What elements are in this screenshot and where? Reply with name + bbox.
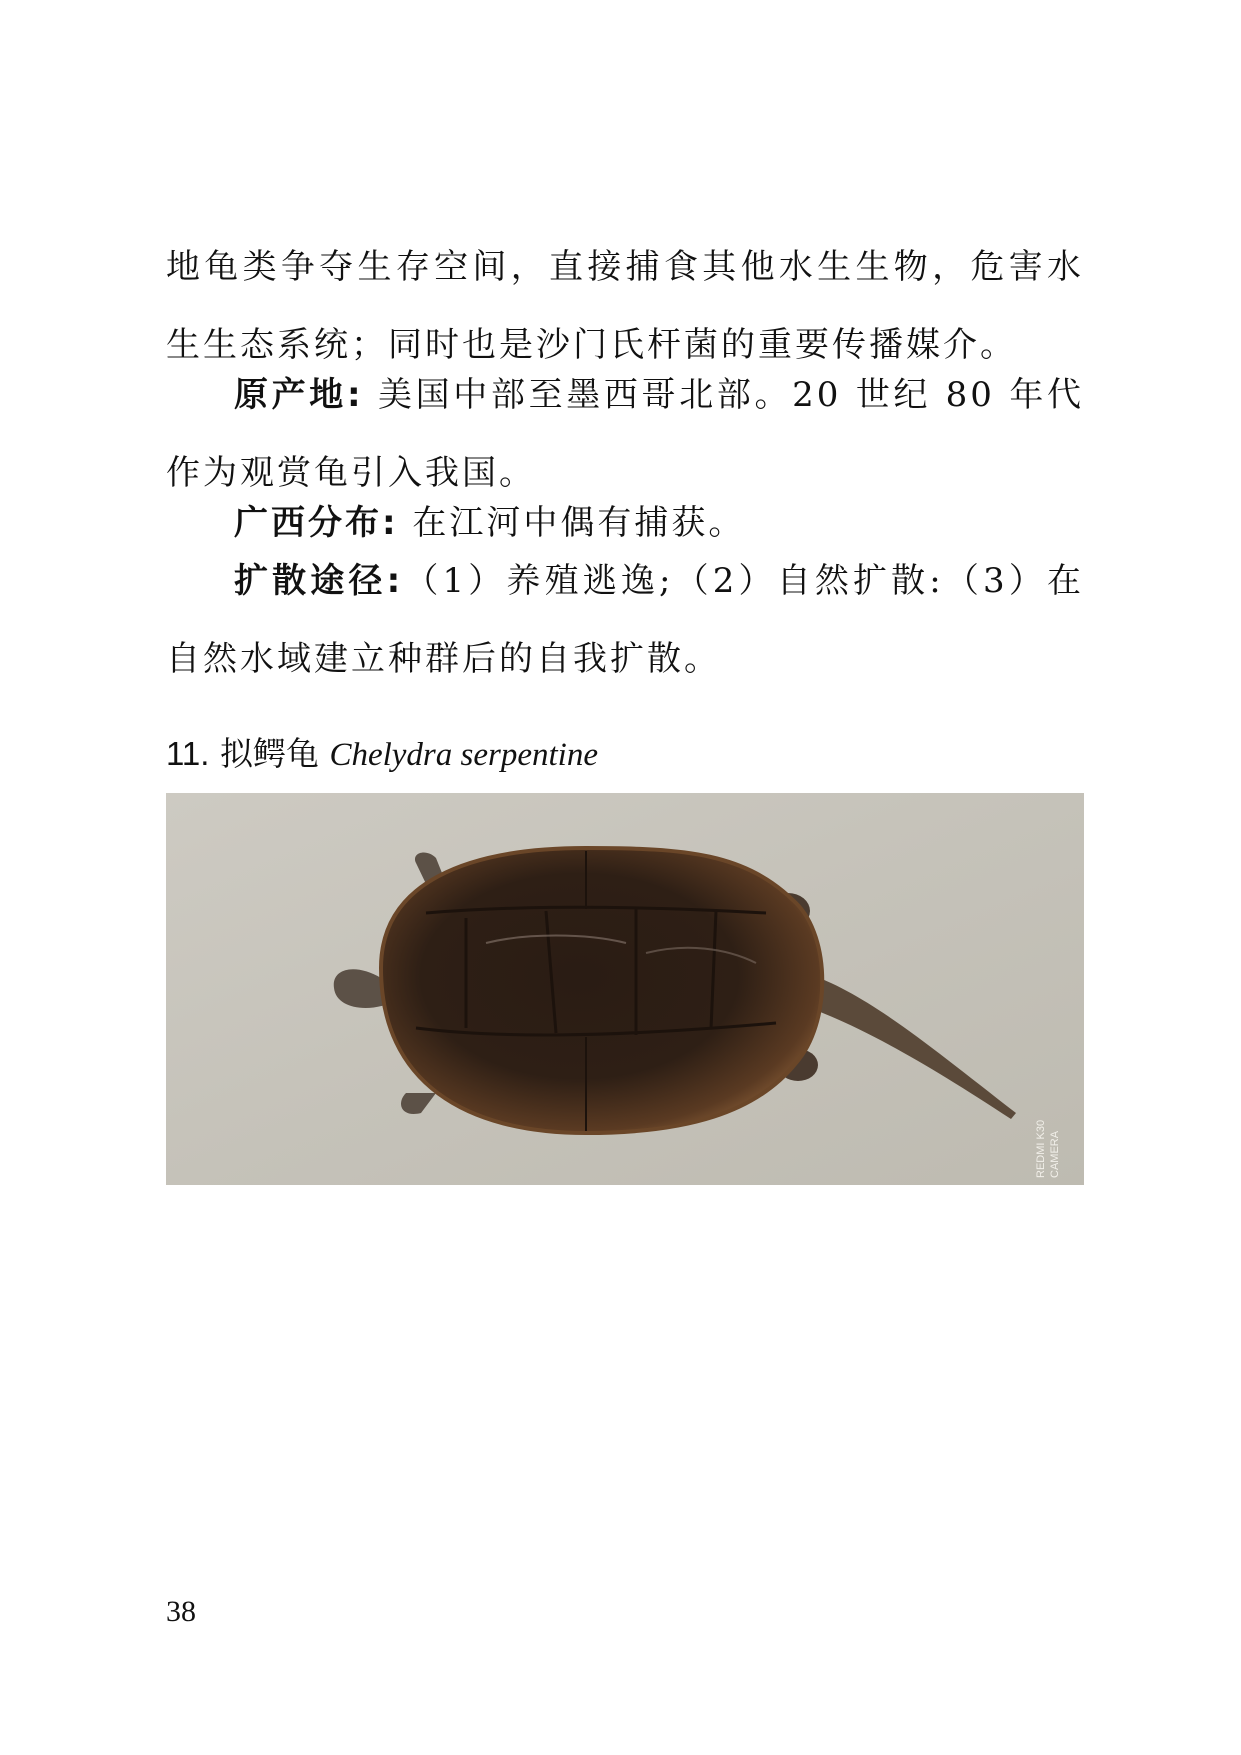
watermark-line-2: CAMERA bbox=[1049, 1130, 1061, 1178]
spread-label: 扩散途径: bbox=[234, 561, 404, 601]
page-number: 38 bbox=[166, 1595, 196, 1628]
species-name-cn: 拟鳄龟 bbox=[219, 734, 319, 773]
distribution-label: 广西分布: bbox=[234, 503, 399, 543]
section-heading bbox=[166, 730, 598, 779]
origin-label: 原产地: bbox=[234, 375, 364, 415]
watermark-line-1: REDMI K30 bbox=[1035, 1119, 1047, 1178]
species-name-latin: Chelydra serpentine bbox=[329, 737, 598, 773]
spread-text: （1）养殖逃逸;（2）自然扩散:（3）在自然水域建立种群后的自我扩散。 bbox=[166, 561, 1084, 679]
paragraph-spread bbox=[166, 542, 1084, 698]
section-number: 11. bbox=[166, 735, 210, 772]
turtle-photo bbox=[166, 793, 1084, 1185]
turtle-photo-image bbox=[166, 793, 1084, 1185]
paragraph-impact-text: 地龟类争夺生存空间，直接捕食其他水生生物，危害水生生态系统；同时也是沙门氏杆菌的重要传播媒介。 bbox=[166, 247, 1084, 365]
origin-text: 美国中部至墨西哥北部。20 世纪 80 年代作为观赏龟引入我国。 bbox=[166, 375, 1084, 493]
distribution-text: 在江河中偶有捕获。 bbox=[398, 503, 746, 543]
